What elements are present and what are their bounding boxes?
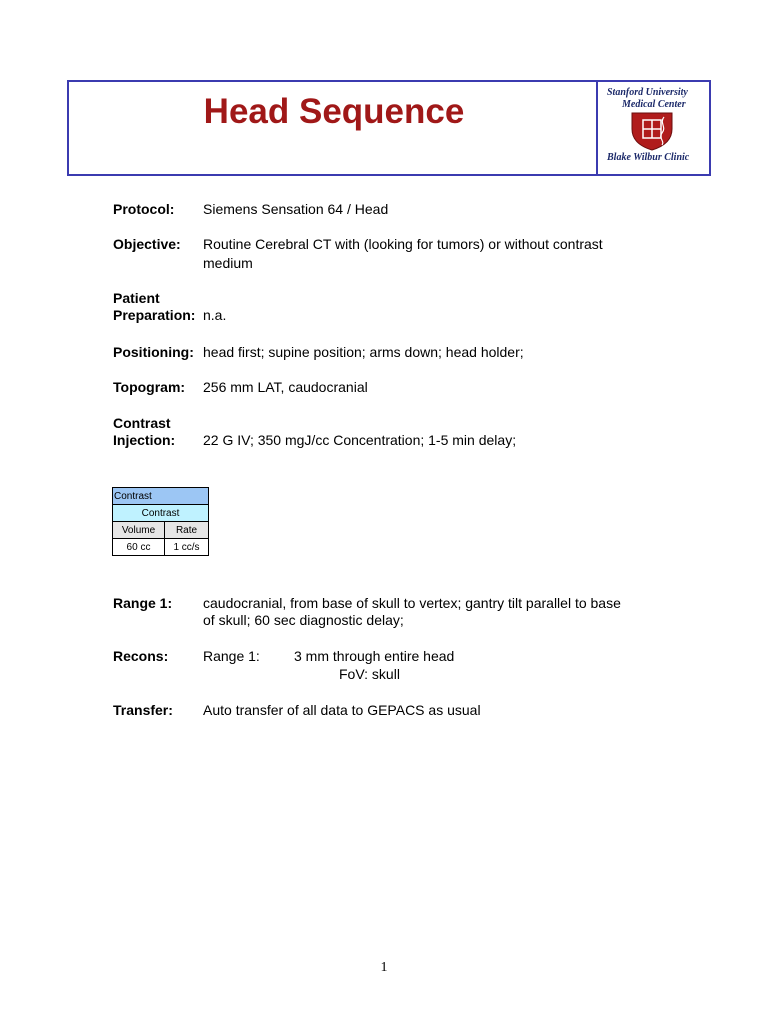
recons-range-label: Range 1: <box>203 648 260 664</box>
contrast-injection-label-line2: Injection: <box>113 432 176 448</box>
transfer-value: Auto transfer of all data to GEPACS as usual <box>203 702 481 718</box>
positioning-value: head first; supine position; arms down; head holder; <box>203 344 524 360</box>
column-header-volume: Volume <box>113 522 165 539</box>
logo-line-3: Blake Wilbur Clinic <box>607 152 690 163</box>
page-title: Head Sequence <box>203 92 465 131</box>
contrast-table-subheader: Contrast <box>113 505 209 522</box>
patient-prep-value: n.a. <box>203 307 227 323</box>
logo-line-1: Stanford University <box>607 87 688 98</box>
logo-line-2: Medical Center <box>622 99 686 110</box>
recons-label: Recons: <box>113 648 169 664</box>
stanford-logo <box>596 82 709 176</box>
objective-value-line2: medium <box>203 255 253 271</box>
column-header-rate: Rate <box>165 522 209 539</box>
topogram-label: Topogram: <box>113 379 186 395</box>
patient-prep-label-line1: Patient <box>113 290 160 306</box>
protocol-label: Protocol: <box>113 201 175 217</box>
contrast-table-header: Contrast <box>113 488 209 505</box>
range1-value-line1: caudocranial, from base of skull to vertex; gantry tilt parallel to base <box>203 595 621 611</box>
objective-label: Objective: <box>113 236 181 252</box>
shield-icon <box>629 111 675 151</box>
recons-value-line2: FoV: skull <box>339 666 400 682</box>
protocol-value: Siemens Sensation 64 / Head <box>203 201 389 217</box>
topogram-value: 256 mm LAT, caudocranial <box>203 379 368 395</box>
contrast-injection-value: 22 G IV; 350 mgJ/cc Concentration; 1-5 min delay; <box>203 432 517 448</box>
transfer-label: Transfer: <box>113 702 173 718</box>
patient-prep-label-line2: Preparation: <box>113 307 196 323</box>
recons-value-line1: 3 mm through entire head <box>294 648 455 664</box>
cell-volume: 60 cc <box>113 539 165 556</box>
contrast-table <box>112 487 209 556</box>
cell-rate: 1 cc/s <box>165 539 209 556</box>
page-number: 1 <box>380 960 388 975</box>
objective-value-line1: Routine Cerebral CT with (looking for tumors) or without contrast <box>203 236 603 252</box>
positioning-label: Positioning: <box>113 344 194 360</box>
header-box <box>67 80 711 176</box>
range1-label: Range 1: <box>113 595 173 611</box>
range1-value-line2: of skull; 60 sec diagnostic delay; <box>203 612 404 628</box>
contrast-injection-label-line1: Contrast <box>113 415 171 431</box>
